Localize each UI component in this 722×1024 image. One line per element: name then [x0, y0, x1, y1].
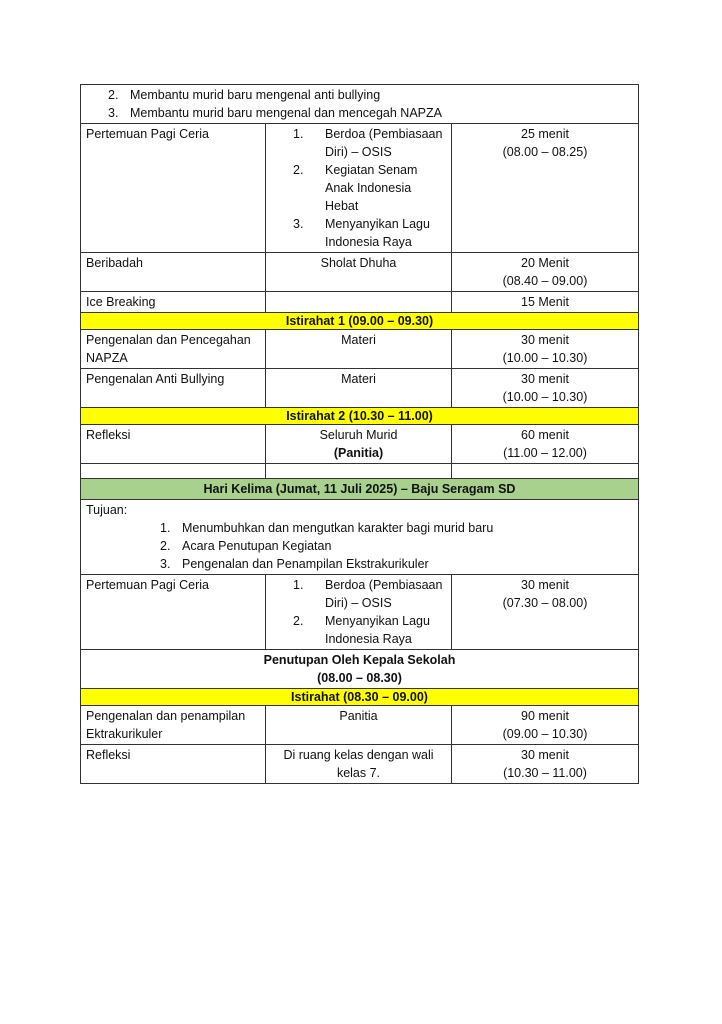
- time-range: (10.30 – 11.00): [503, 766, 587, 780]
- activity-list: [271, 576, 446, 648]
- break-row: [81, 313, 639, 330]
- duration: 20 Menit: [521, 256, 569, 270]
- list-item: 1. Berdoa (Pembiasaan Diri) – OSIS: [293, 578, 443, 610]
- activity-detail: Sholat Dhuha: [266, 253, 452, 292]
- activity-detail: Materi: [266, 330, 452, 369]
- table-row: [81, 124, 639, 253]
- list-item: 2. Membantu murid baru mengenal anti bullying: [108, 88, 381, 102]
- time-range: (08.40 – 09.00): [502, 274, 588, 288]
- table-row: [81, 330, 639, 369]
- table-row: [81, 706, 639, 745]
- table-row: [81, 369, 639, 408]
- schedule-table: [80, 84, 639, 784]
- activity-name: Pertemuan Pagi Ceria: [81, 575, 266, 650]
- objectives-label: Tujuan:: [86, 503, 128, 517]
- table-row: [81, 425, 639, 464]
- activity-name: Pengenalan dan Pencegahan NAPZA: [81, 330, 266, 369]
- time-range: (08.00 – 08.25): [502, 145, 588, 159]
- table-row: [81, 575, 639, 650]
- activity-detail: Panitia: [266, 706, 452, 745]
- activity-name: Refleksi: [81, 425, 266, 464]
- duration: 60 menit: [521, 428, 569, 442]
- duration: 30 menit: [521, 372, 569, 386]
- closing-time: (08.00 – 08.30): [317, 671, 402, 685]
- activity-name: Pengenalan dan penampilan Ektrakurikuler: [81, 706, 266, 745]
- duration: 30 menit: [521, 748, 569, 762]
- duration: 25 menit: [521, 127, 569, 141]
- activity-detail: Materi: [266, 369, 452, 408]
- day-header-row: [81, 479, 639, 500]
- objectives-list: [86, 519, 633, 573]
- day-header: Hari Kelima (Jumat, 11 Juli 2025) – Baju Seragam SD: [81, 479, 639, 500]
- duration: 30 menit: [521, 333, 569, 347]
- activity-name: Refleksi: [81, 745, 266, 784]
- list-item: 2. Menyanyikan Lagu Indonesia Raya: [293, 614, 430, 646]
- activity-detail: Seluruh Murid: [319, 428, 398, 442]
- list-item: 3. Membantu murid baru mengenal dan mencegah NAPZA: [108, 106, 442, 120]
- time-range: (11.00 – 12.00): [503, 446, 587, 460]
- activity-name: Ice Breaking: [81, 292, 266, 313]
- objectives-row: [81, 500, 639, 575]
- list-item: 1. Menumbuhkan dan mengutkan karakter bagi murid baru: [160, 521, 494, 535]
- list-item: 3. Menyanyikan Lagu Indonesia Raya: [293, 217, 430, 249]
- list-item: 2. Kegiatan Senam Anak Indonesia Hebat: [293, 163, 418, 213]
- break-row: [81, 408, 639, 425]
- intro-list: [86, 86, 633, 122]
- duration: 30 menit: [521, 578, 569, 592]
- list-item: 3. Pengenalan dan Penampilan Ekstrakurikuler: [160, 557, 429, 571]
- closing-row: [81, 650, 639, 689]
- break-label: Istirahat 1 (09.00 – 09.30): [81, 313, 639, 330]
- table-row: [81, 745, 639, 784]
- list-item: 1. Berdoa (Pembiasaan Diri) – OSIS: [293, 127, 443, 159]
- list-item: 2. Acara Penutupan Kegiatan: [160, 539, 332, 553]
- activity-detail: [266, 292, 452, 313]
- break-label: Istirahat 2 (10.30 – 11.00): [81, 408, 639, 425]
- break-row: [81, 689, 639, 706]
- activity-name: Pertemuan Pagi Ceria: [81, 124, 266, 253]
- break-label: Istirahat (08.30 – 09.00): [81, 689, 639, 706]
- time-range: (10.00 – 10.30): [502, 351, 588, 365]
- activity-list: [271, 125, 446, 251]
- activity-name: Pengenalan Anti Bullying: [81, 369, 266, 408]
- activity-detail: Di ruang kelas dengan wali kelas 7.: [266, 745, 452, 784]
- empty-row: [81, 464, 639, 479]
- activity-detail-bold: (Panitia): [333, 446, 384, 460]
- duration: 90 menit: [521, 709, 569, 723]
- time-range: (07.30 – 08.00): [502, 596, 588, 610]
- activity-name: Beribadah: [81, 253, 266, 292]
- time-range: (09.00 – 10.30): [502, 727, 588, 741]
- table-row: [81, 292, 639, 313]
- intro-row: [81, 85, 639, 124]
- table-row: [81, 253, 639, 292]
- time-range: (10.00 – 10.30): [502, 390, 588, 404]
- duration: 15 Menit: [452, 292, 639, 313]
- closing-title: Penutupan Oleh Kepala Sekolah: [263, 653, 456, 667]
